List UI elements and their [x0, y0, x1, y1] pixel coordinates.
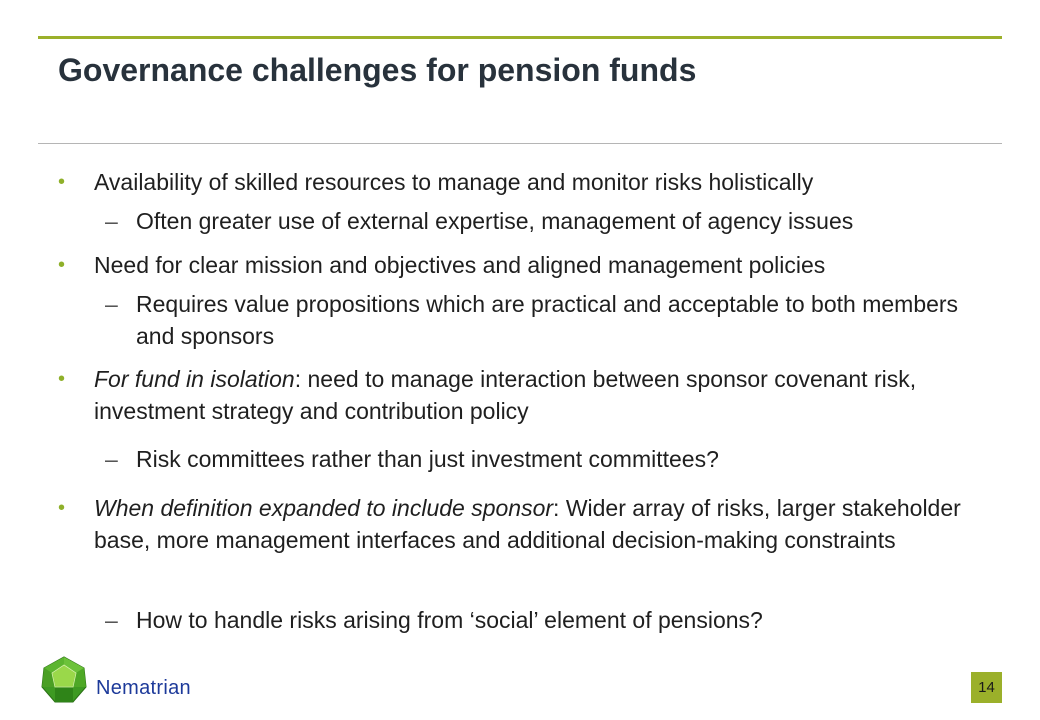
- bullet-marker: •: [58, 368, 66, 390]
- green-dodecahedron-icon: [40, 656, 88, 704]
- slide-title: Governance challenges for pension funds: [58, 52, 697, 88]
- bullet-item: [58, 166, 1004, 198]
- sub-bullet-text: Often greater use of external expertise, management of agency issues: [136, 208, 854, 234]
- bullet-text: Availability of skilled resources to manage and monitor risks holistically: [94, 169, 814, 195]
- bullet-text: : Wider array of risks, larger stakeholder base, more management interfaces and additional decision-making constraints: [94, 495, 961, 553]
- sub-bullet-text: Risk committees rather than just investment committees?: [136, 446, 719, 472]
- dash-marker: –: [105, 607, 118, 633]
- dash-marker: –: [105, 208, 118, 234]
- sub-bullet-item: [105, 205, 986, 237]
- bullet-item: [58, 492, 1004, 556]
- bullet-item: [58, 363, 1004, 427]
- sub-bullet-item: [105, 443, 986, 475]
- bullet-item: [58, 249, 1004, 281]
- bullet-italic-lead: For fund in isolation: [94, 366, 295, 392]
- bullet-marker: •: [58, 171, 66, 193]
- dash-marker: –: [105, 291, 118, 317]
- sub-bullet-text: Requires value propositions which are practical and acceptable to both members and sponsors: [136, 291, 959, 349]
- bullet-text: : need to manage interaction between sponsor covenant risk, investment strategy and contribution policy: [94, 366, 917, 424]
- sub-bullet-item: [105, 288, 986, 352]
- page-number: 14: [971, 672, 1002, 703]
- bullet-marker: •: [58, 254, 66, 276]
- dash-marker: –: [105, 446, 118, 472]
- bullet-text: Need for clear mission and objectives and aligned management policies: [94, 252, 826, 278]
- bullet-italic-lead: When definition expanded to include sponsor: [94, 495, 554, 521]
- brand-name: Nematrian: [96, 677, 191, 699]
- sub-bullet-item: [105, 604, 986, 636]
- bullet-marker: •: [58, 497, 66, 519]
- sub-bullet-text: How to handle risks arising from ‘social’ element of pensions?: [136, 607, 763, 633]
